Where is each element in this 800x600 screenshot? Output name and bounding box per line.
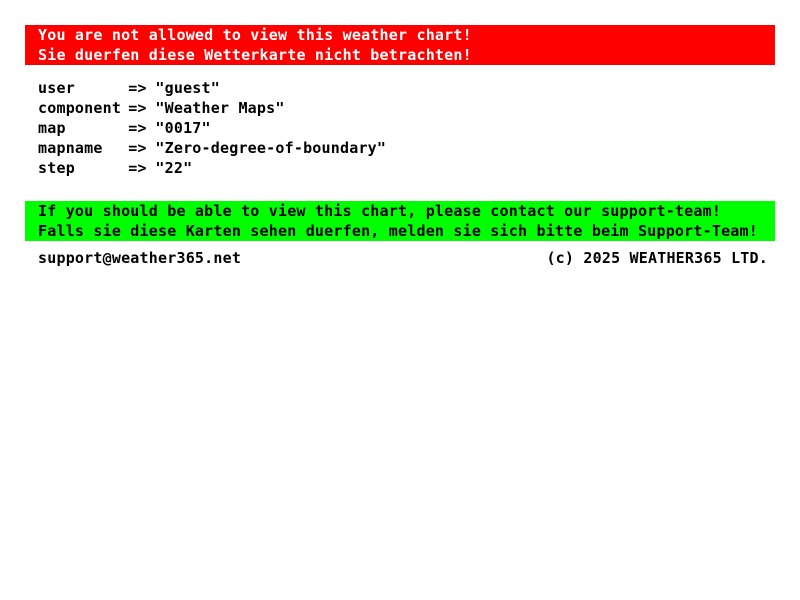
support-email: support@weather365.net <box>38 249 242 267</box>
detail-row-map <box>38 118 775 138</box>
detail-key-mapname: mapname <box>38 139 103 157</box>
footer <box>25 248 775 268</box>
arrow-separator: => <box>128 79 147 97</box>
detail-value-component: "Weather Maps" <box>155 99 285 117</box>
support-message-english: If you should be able to view this chart, please contact our support-team! <box>38 202 722 220</box>
detail-key-user: user <box>38 79 75 97</box>
arrow-separator: => <box>128 99 147 117</box>
error-message-english: You are not allowed to view this weather chart! <box>38 26 472 44</box>
arrow-separator: => <box>128 119 147 137</box>
detail-value-user: "guest" <box>155 79 220 97</box>
detail-row-user <box>38 78 775 98</box>
error-message-german: Sie duerfen diese Wetterkarte nicht betrachten! <box>38 46 472 64</box>
detail-key-component: component <box>38 99 122 117</box>
detail-key-map: map <box>38 119 66 137</box>
detail-value-mapname: "Zero-degree-of-boundary" <box>155 139 387 157</box>
support-banner <box>25 201 775 241</box>
request-details <box>25 78 775 178</box>
detail-row-component <box>38 98 775 118</box>
error-banner <box>25 25 775 65</box>
copyright-notice: (c) 2025 WEATHER365 LTD. <box>546 249 768 267</box>
detail-key-step: step <box>38 159 75 177</box>
arrow-separator: => <box>128 159 147 177</box>
detail-row-step <box>38 158 775 178</box>
support-message-german: Falls sie diese Karten sehen duerfen, melden sie sich bitte beim Support-Team! <box>38 222 758 240</box>
detail-value-step: "22" <box>155 159 193 177</box>
detail-row-mapname <box>38 138 775 158</box>
arrow-separator: => <box>128 139 147 157</box>
detail-value-map: "0017" <box>155 119 211 137</box>
